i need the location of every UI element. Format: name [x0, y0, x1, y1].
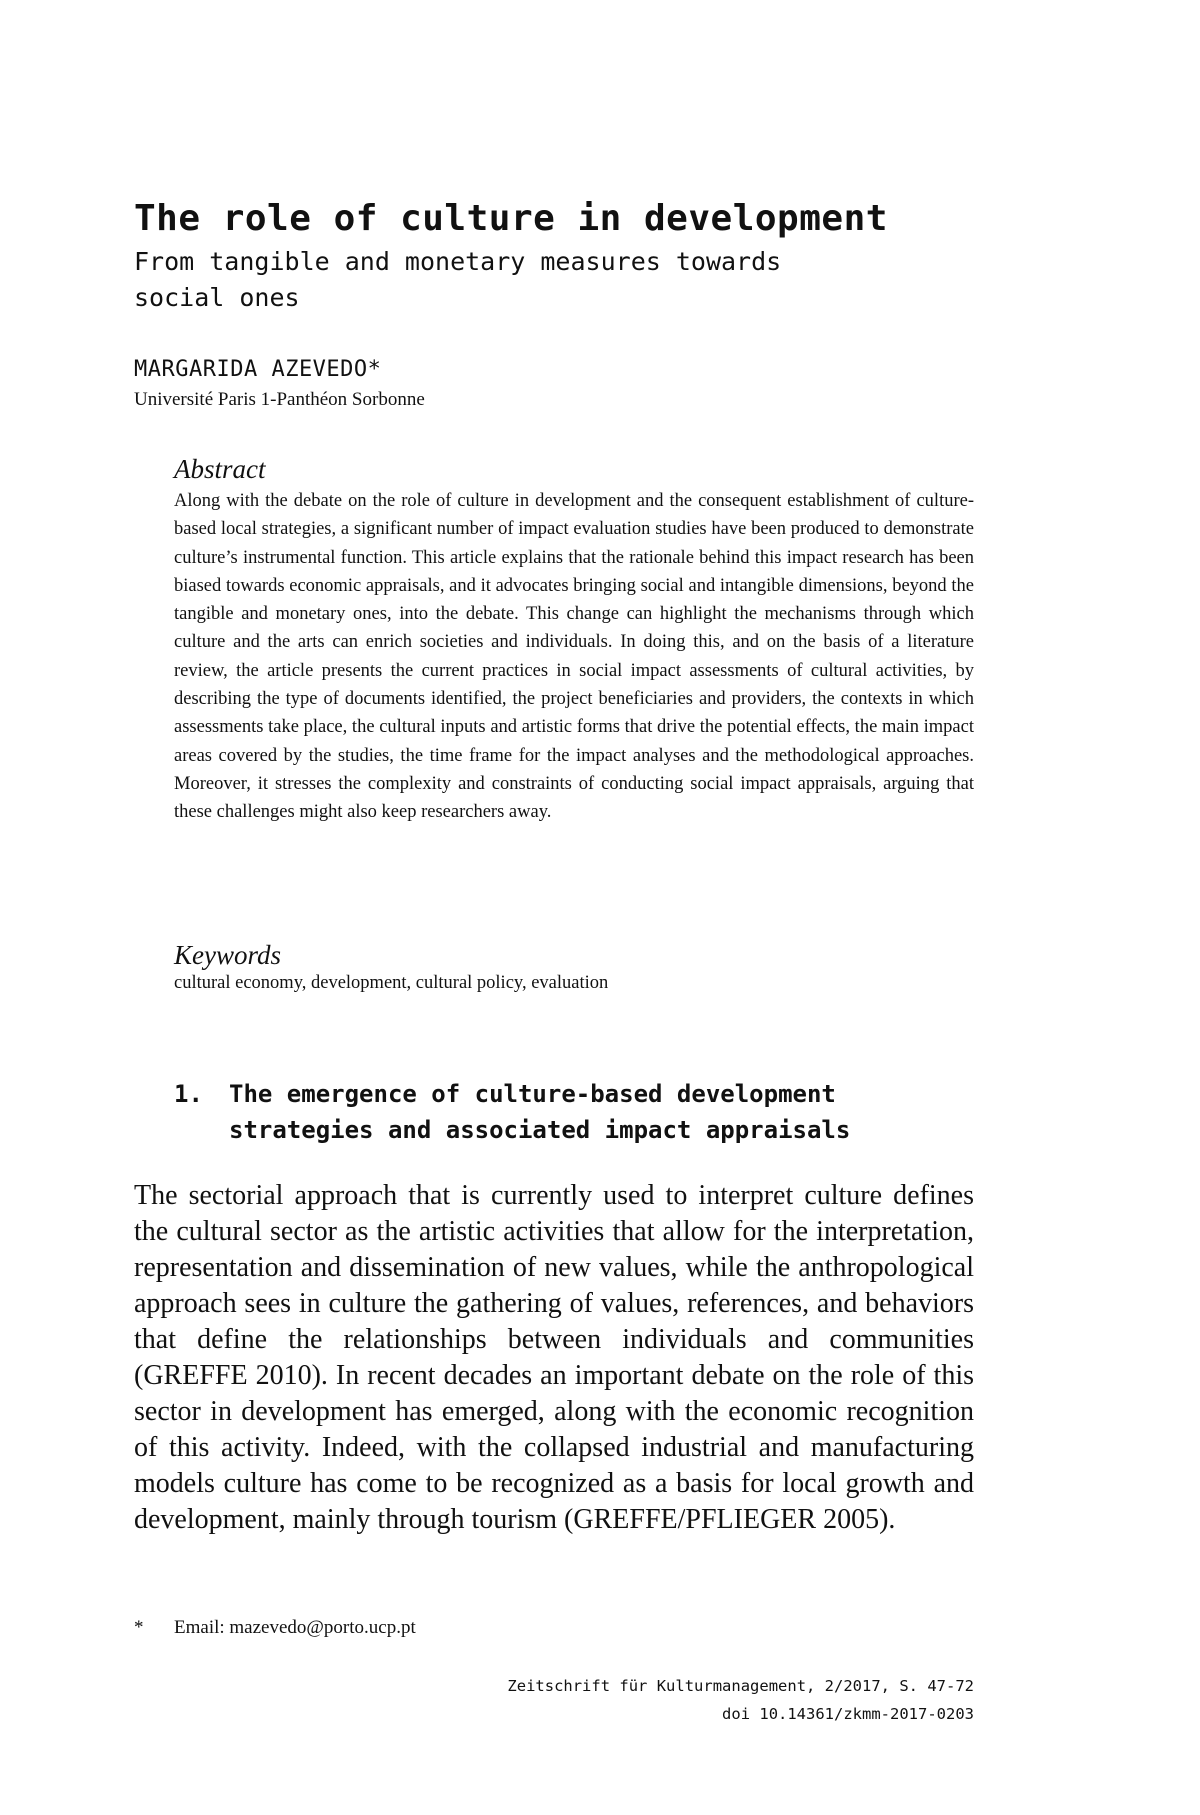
journal-citation: Zeitschrift für Kulturmanagement, 2/2017, S. 47-72: [507, 1677, 974, 1695]
author-name: MARGARIDA AZEVEDO*: [134, 357, 382, 382]
section-title: The emergence of culture-based development strategies and associated impact appraisals: [229, 1080, 851, 1144]
journal-doi: doi 10.14361/zkmm-2017-0203: [722, 1705, 974, 1723]
section-heading: [174, 1076, 994, 1148]
article-subtitle: From tangible and monetary measures towards social ones: [134, 247, 782, 312]
keywords-heading: Keywords: [174, 940, 281, 970]
section-number: 1.: [174, 1080, 203, 1108]
footnote-email: Email: mazevedo@porto.ucp.pt: [174, 1617, 416, 1638]
article-title: The role of culture in development: [134, 198, 888, 239]
author-affiliation: Université Paris 1-Panthéon Sorbonne: [134, 389, 425, 410]
footnote: [134, 1617, 416, 1639]
keywords-block: [174, 940, 974, 994]
footnote-mark: *: [134, 1617, 144, 1638]
journal-info: [507, 1672, 974, 1728]
keywords-text: cultural economy, development, cultural policy, evaluation: [174, 973, 609, 993]
abstract-heading: Abstract: [174, 454, 266, 484]
abstract-block: [174, 454, 974, 827]
body-paragraph: The sectorial approach that is currently used to interpret culture defines the cultural sector as the artistic activities that allow for the interpretation, representation and dissemination of new values, while the anthropological approach sees in culture the gathering of values, references, and behaviors that define the relationships between individuals and communities (GREFFE 2010). In recent decades an important debate on the role of this sector in development has emerged, along with the economic recognition of this activity. Indeed, with the collapsed industrial and manufacturing models culture has come to be recognized as a basis for local growth and development, mainly through tourism (GREFFE/PFLIEGER 2005).: [134, 1180, 974, 1535]
abstract-text: Along with the debate on the role of culture in development and the consequent establishment of culture-based local strategies, a significant number of impact evaluation studies have been produced to demonstrate culture’s instrumental function. This article explains that the rationale behind this impact research has been biased towards economic appraisals, and it advocates bringing social and intangible dimensions, beyond the tangible and monetary ones, into the debate. This change can highlight the mechanisms through which culture and the arts can enrich societies and individuals. In doing this, and on the basis of a literature review, the article presents the current practices in social impact assessments of cultural activities, by describing the type of documents identified, the project beneficiaries and providers, the contexts in which assessments take place, the cultural inputs and artistic forms that drive the potential effects, the main impact areas covered by the studies, the time frame for the impact analyses and the methodological approaches. Moreover, it stresses the complexity and constraints of conducting social impact appraisals, arguing that these challenges might also keep researchers away.: [174, 491, 974, 823]
